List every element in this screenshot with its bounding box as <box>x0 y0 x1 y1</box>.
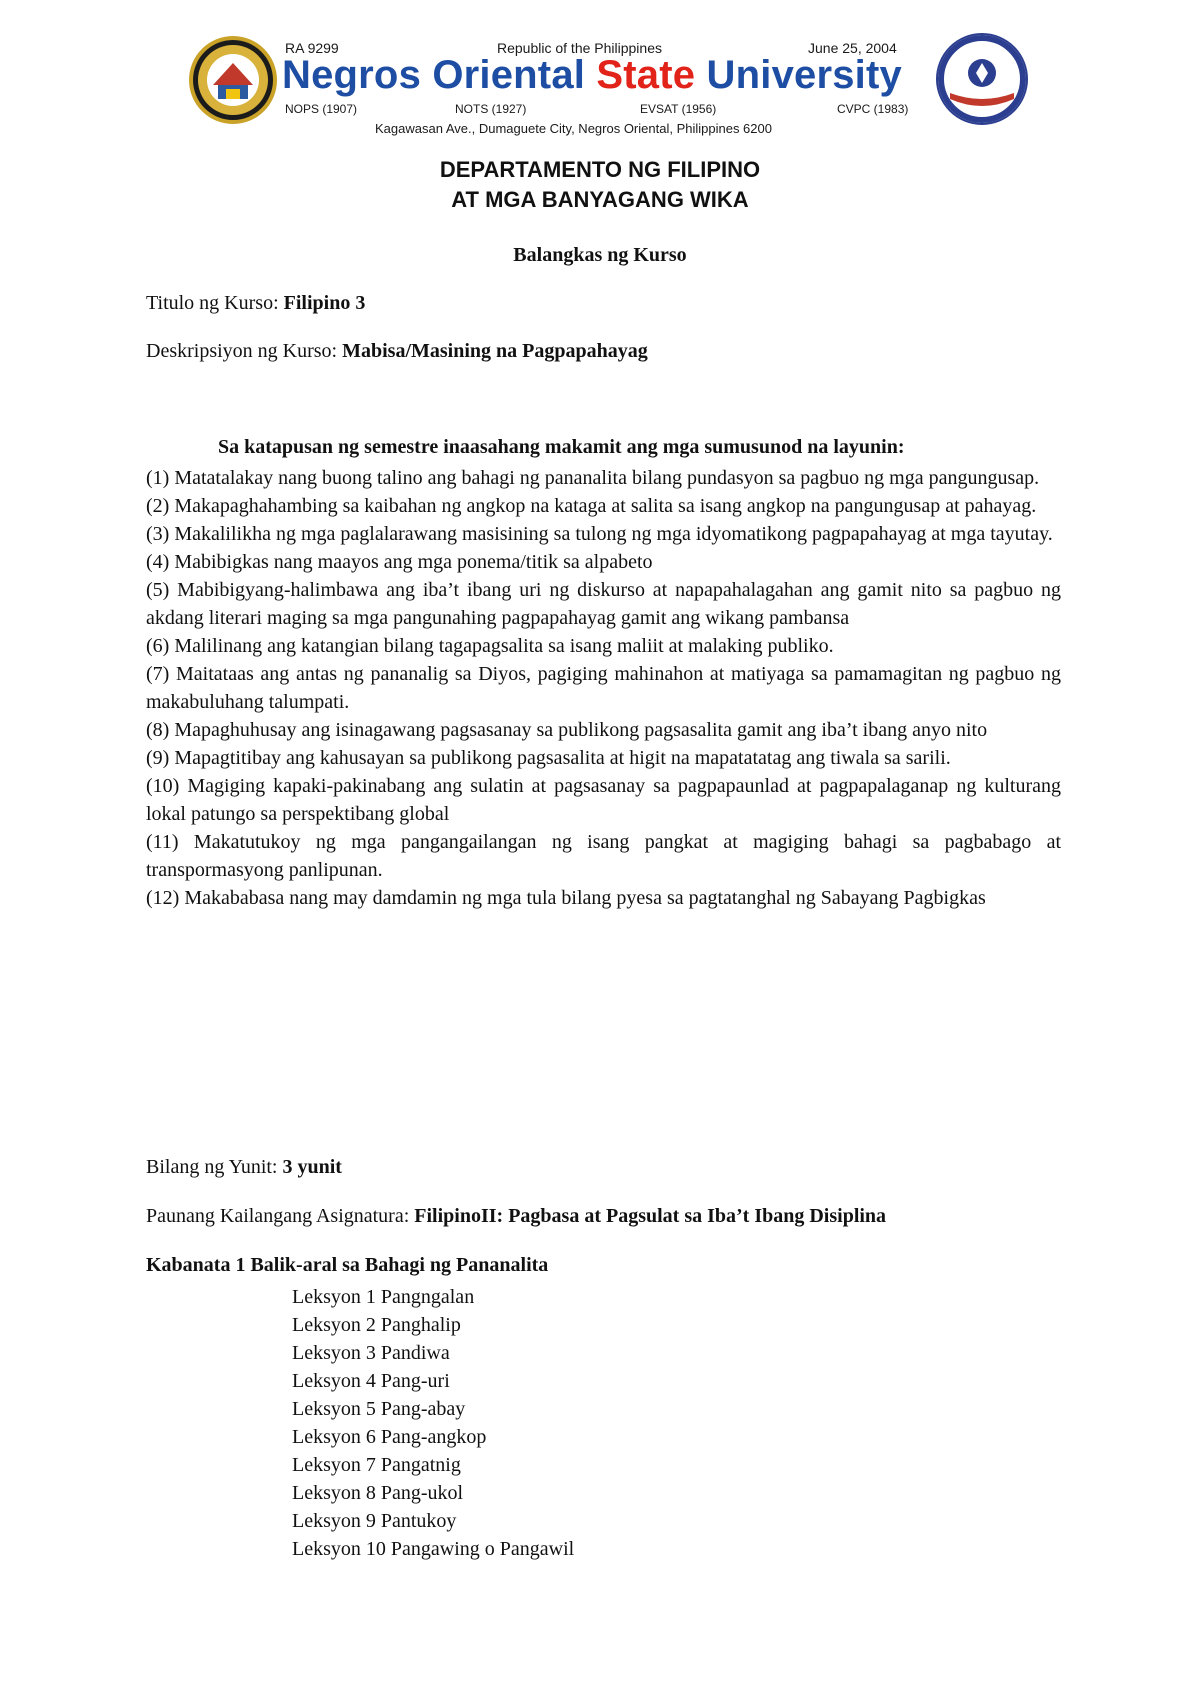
lesson-list <box>292 1283 574 1563</box>
university-seal-logo <box>188 35 278 125</box>
history-item: NOTS (1927) <box>455 102 527 116</box>
department-line: DEPARTAMENTO NG FILIPINO <box>439 157 761 182</box>
units-row <box>146 1156 342 1179</box>
college-seal-logo <box>936 33 1028 125</box>
lesson-item: Leksyon 8 Pang-ukol <box>292 1482 464 1504</box>
objective-item: (6) Malilinang ang katangian bilang tagapagsalita sa isang maliit at malaking publiko. <box>146 635 834 657</box>
course-description-label: Deskripsiyon ng Kurso: <box>146 340 343 362</box>
objective-item: (9) Mapagtitibay ang kahusayan sa publikong pagsasalita at higit na mapatatatag ang tiwala sa sarili. <box>146 747 951 769</box>
lesson-item: Leksyon 7 Pangatnig <box>292 1454 461 1476</box>
objective-item: (11) Makatutukoy ng mga pangangailangan ng isang pangkat at magiging bahagi sa pagbabago at transpormasyong panlipunan. <box>146 831 1061 881</box>
lesson-item: Leksyon 4 Pang-uri <box>292 1370 450 1392</box>
prerequisite-row <box>146 1205 886 1228</box>
objective-item: (3) Makalilikha ng mga paglalarawang masisining sa tulong ng mga idyomatikong pagpapahayag at mga tayutay. <box>146 523 1053 545</box>
founding-date: June 25, 2004 <box>808 40 897 56</box>
department-heading <box>0 155 1200 215</box>
objective-item: (12) Makababasa nang may damdamin ng mga tula bilang pyesa sa pagtatanghal ng Sabayang Pagbigkas <box>146 887 986 909</box>
objective-item: (10) Magiging kapaki-pakinabang ang sulatin at pagsasanay sa pagpapaunlad at pagpapalaganap ng kulturang lokal patungo sa perspektibang global <box>146 775 1061 825</box>
objectives-heading: Sa katapusan ng semestre inaasahang makamit ang mga sumusunod na layunin: <box>218 436 905 458</box>
lesson-item: Leksyon 5 Pang-abay <box>292 1398 466 1420</box>
lesson-item: Leksyon 9 Pantukoy <box>292 1510 457 1532</box>
units-value: 3 yunit <box>282 1156 342 1178</box>
objectives-list <box>146 464 1061 912</box>
chapter-title: Kabanata 1 Balik-aral sa Bahagi ng Pananalita <box>146 1254 549 1276</box>
lesson-item: Leksyon 1 Pangngalan <box>292 1286 475 1308</box>
department-line: AT MGA BANYAGANG WIKA <box>451 187 749 212</box>
law-reference: RA 9299 <box>285 40 339 56</box>
prerequisite-label: Paunang Kailangang Asignatura: <box>146 1205 415 1227</box>
lesson-item: Leksyon 3 Pandiwa <box>292 1342 450 1364</box>
objective-item: (8) Mapaghuhusay ang isinagawang pagsasanay sa publikong pagsasalita gamit ang iba’t ibang anyo nito <box>146 719 988 741</box>
course-title-row <box>146 292 365 315</box>
course-title-label: Titulo ng Kurso: <box>146 292 284 314</box>
lesson-item: Leksyon 2 Panghalip <box>292 1314 461 1336</box>
prerequisite-value: FilipinoII: Pagbasa at Pagsulat sa Iba’t Ibang Disiplina <box>414 1205 887 1227</box>
country-line: Republic of the Philippines <box>497 40 662 56</box>
units-label: Bilang ng Yunit: <box>146 1156 283 1178</box>
course-description-row <box>146 340 648 363</box>
objective-item: (4) Mabibigkas nang maayos ang mga ponema/titik sa alpabeto <box>146 551 653 573</box>
document-title: Balangkas ng Kurso <box>513 244 687 266</box>
history-item: NOPS (1907) <box>285 102 358 116</box>
history-item: EVSAT (1956) <box>640 102 717 116</box>
objective-item: (7) Maitataas ang antas ng pananalig sa Diyos, pagiging mahinahon at matiyaga sa pamamagitan ng pagbuo ng makabuluhang talumpati. <box>146 663 1061 713</box>
lesson-item: Leksyon 6 Pang-angkop <box>292 1426 487 1448</box>
letterhead <box>0 0 1200 136</box>
objective-item: (1) Matatalakay nang buong talino ang bahagi ng pananalita bilang pundasyon sa pagbuo ng mga pangungusap. <box>146 467 1040 489</box>
objective-item: (2) Makapaghahambing sa kaibahan ng angkop na kataga at salita sa isang angkop na pangungusap at pahayag. <box>146 495 1037 517</box>
university-address: Kagawasan Ave., Dumaguete City, Negros Oriental, Philippines 6200 <box>375 121 772 136</box>
course-title-value: Filipino 3 <box>283 292 366 314</box>
lesson-item: Leksyon 10 Pangawing o Pangawil <box>292 1538 575 1560</box>
history-item: CVPC (1983) <box>837 102 909 116</box>
letterhead-text <box>282 40 925 136</box>
university-name: Negros Oriental State University <box>282 53 902 97</box>
objective-item: (5) Mabibigyang-halimbawa ang iba’t ibang uri ng diskurso at napapahalagahan ang gamit nito sa pagbuo ng akdang literari maging sa mga pangunahing pagpapahayag gamit ang wikang pambansa <box>146 579 1061 629</box>
course-description-value: Mabisa/Masining na Pagpapahayag <box>342 340 648 362</box>
